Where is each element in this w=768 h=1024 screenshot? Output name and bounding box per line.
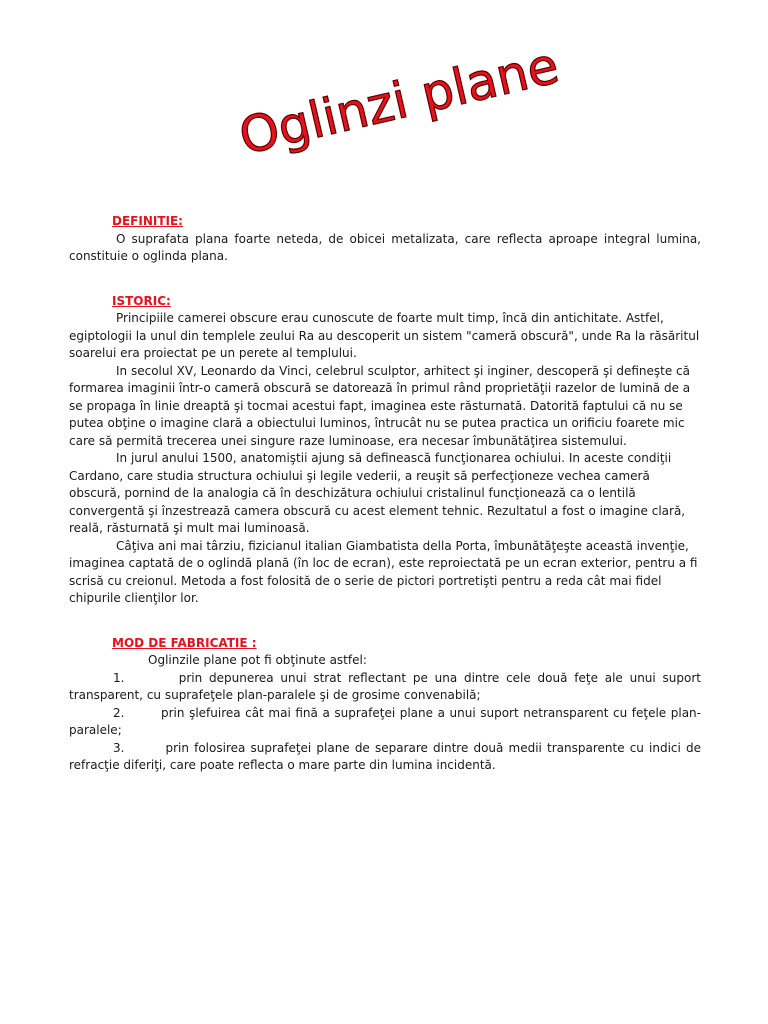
fabricatie-intro: Oglinzile plane pot fi obţinute astfel: [148,653,367,667]
section-mod-fabricatie [69,635,705,775]
section-heading-istoric: ISTORIC: [112,293,171,308]
list-item: 2. prin şlefuirea cât mai fină a suprafeţei plane a unui suport netransparent cu feţele plan-paralele; [69,705,701,737]
page-title: Oglinzi plane [233,36,564,166]
istoric-paragraph: In secolul XV, Leonardo da Vinci, celebrul sculptor, arhitect şi inginer, descoperă şi defineşte că formarea imaginii într-o cameră obscură se datorează în primul rând proprietăţii razelor de lumină de a se propaga în linie dreaptă şi tocmai acestui fapt, imaginea este răsturnată. Datorită faptului că nu se putea obţine o imagine clară a obiectului luminos, întrucât nu se putea practica un orificiu foarete mic care să permită trecerea unei singure raze luminoase, era necesar îmbunătăţirea sistemului. [69,363,691,448]
section-istoric [69,293,701,608]
section-definitie [69,213,701,266]
section-heading-definitie: DEFINITIE: [112,214,183,228]
istoric-paragraph: Principiile camerei obscure erau cunoscute de foarte mult timp, încă din antichitate. Astfel, egiptologii la unul din templele zeului Ra au descoperit un sistem "cameră obscură", unde Ra la răsăritul soarelui era proiectat pe un perete al templului. [69,311,700,360]
section-heading-mod-fabricatie: MOD DE FABRICATIE : [112,635,257,650]
document-body [69,213,705,775]
istoric-paragraph: In jurul anului 1500, anatomiştii ajung să definească funcţionarea ochiului. In aceste condiţii Cardano, care studia structura ochiului şi legile vederii, a reuşit să perfecţioneze vechea cameră obscură, pornind de la analogia că în deschizătura ochiului cristalinul funcţionează ca o lentilă convergentă şi înzestrează camera obscură cu acest element tehnic. Rezultatul a fost o imagine clară, reală, răsturnată şi mult mai luminoasă. [69,451,686,535]
list-item: 3. prin folosirea suprafeţei plane de separare dintre două medii transparente cu indici de refracţie diferiţi, care poate reflecta o mare parte din lumina incidentă. [69,740,705,772]
istoric-paragraph: Câţiva ani mai târziu, fizicianul italian Giambatista della Porta, îmbunătăţeşte această invenţie, imaginea captată de o oglindă plană (în loc de ecran), este reproiectată pe un ecran exterior, pentru a fi scrisă cu creionul. Metoda a fost folosită de o serie de pictori portretişti pentru a reda cât mai fidel chipurile clienţilor lor. [69,538,698,605]
list-item: 1. prin depunerea unui strat reflectant pe una dintre cele două feţe ale unui suport transparent, cu suprafeţele plan-paralele şi de grosime convenabilă; [69,670,705,702]
definitie-text: O suprafata plana foarte neteda, de obicei metalizata, care reflecta aproape integral lumina, constituie o oglinda plana. [69,231,701,263]
